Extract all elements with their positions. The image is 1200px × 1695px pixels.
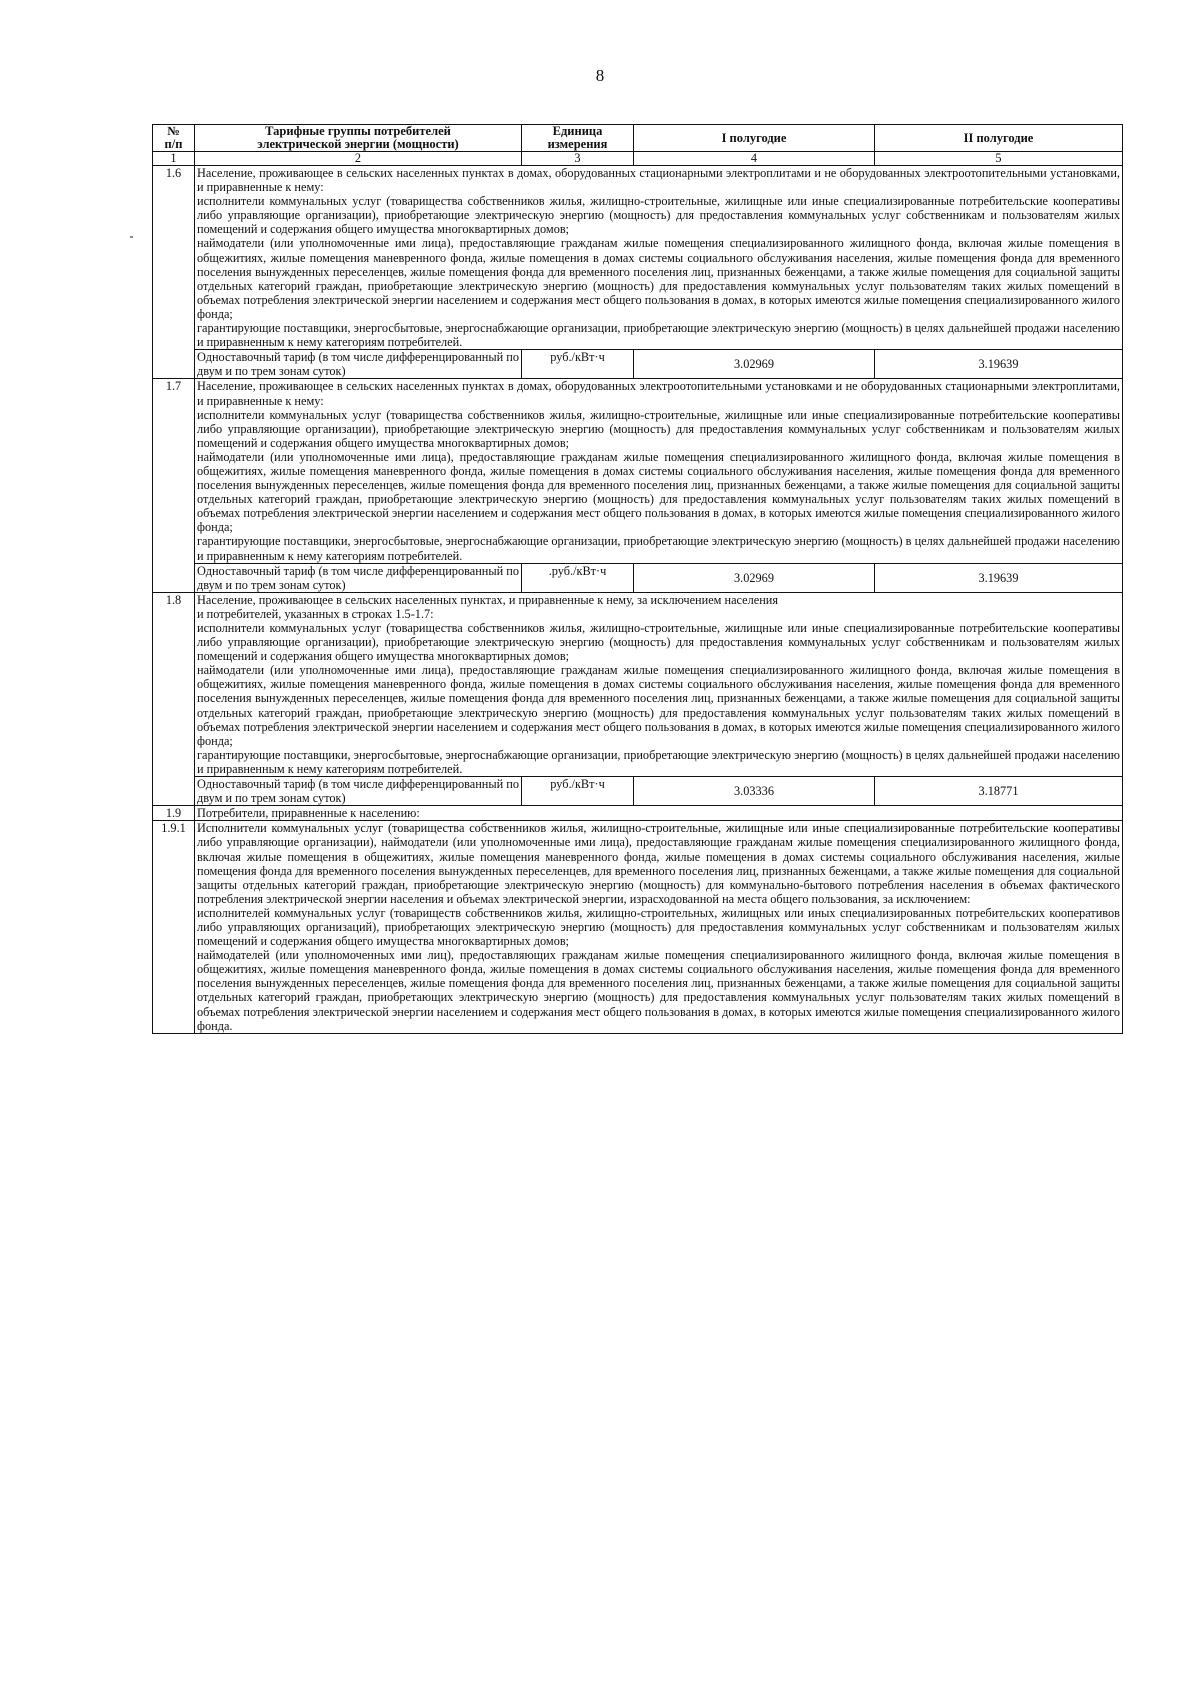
header-unit: Единица измерения bbox=[522, 125, 634, 152]
tariff-row bbox=[153, 563, 1123, 592]
description-paragraph: и потребителей, указанных в строках 1.5-1.7: bbox=[197, 606, 434, 621]
section-description: Потребители, приравненные к населению: bbox=[195, 806, 1123, 821]
description-paragraph: Исполнители коммунальных услуг (товарищества собственников жилья, жилищно-строительные, жилищные или иные специализированные потребительские кооперативы либо управляющие организации), наймодатели (или уполномоченные ими лица), предоставляющие гражданам жилые помещения специализированного жилищного фонда, включая жилые помещения в общежитиях, жилые помещения маневренного фонда, жилые помещения в домах системы социального обслуживания населения, жилые помещения фонда для временного поселения вынужденных переселенцев, для временного поселения лиц, признанных беженцами, а также жилые помещения для социальной защиты отдельных категорий граждан, приобретающие электрическую энергию (мощность) для коммунально-бытового потребления населения в объемах фактического потребления электрической энергии населения и объемах электрической энергии, израсходованной на места общего пользования, за исключением: bbox=[197, 821, 1120, 906]
header-group: Тарифные группы потребителей электрической энергии (мощности) bbox=[195, 125, 522, 152]
column-number-row bbox=[153, 152, 1123, 166]
section-description bbox=[195, 379, 1123, 563]
section-row bbox=[153, 821, 1123, 1033]
description-paragraph: наймодатели (или уполномоченные ими лица), предоставляющие гражданам жилые помещения специализированного жилищного фонда, включая жилые помещения в общежитиях, жилые помещения маневренного фонда, жилые помещения в домах системы социального обслуживания населения, жилые помещения фонда для временного поселения вынужденных переселенцев, жилые помещения фонда для временного поселения лиц, признанных беженцами, а также жилые помещения для социальной защиты отдельных категорий граждан, приобретающие электрическую энергию (мощность) для предоставления коммунальных услуг пользователям таких жилых помещений в объемах потребления электрической энергии населением и содержания мест общего пользования в домах, в которых имеются жилые помещения специализированного жилого фонда; bbox=[197, 236, 1120, 321]
tariff-table bbox=[152, 124, 1123, 1034]
tariff-value-h2: 3.19639 bbox=[875, 350, 1123, 379]
tariff-name: Одноставочный тариф (в том числе дифференцированный по двум и по трем зонам суток) bbox=[195, 350, 522, 379]
tariff-name: Одноставочный тариф (в том числе дифференцированный по двум и по трем зонам суток) bbox=[195, 777, 522, 806]
description-paragraph: Население, проживающее в сельских населенных пунктах, и приравненные к нему, за исключением населения bbox=[197, 592, 779, 607]
section-row bbox=[153, 379, 1123, 563]
tariff-unit: руб./кВт·ч bbox=[522, 777, 634, 806]
header-row bbox=[153, 125, 1123, 152]
scan-mark bbox=[130, 236, 133, 238]
section-description bbox=[195, 166, 1123, 350]
row-number: 1.8 bbox=[153, 592, 195, 805]
section-description bbox=[195, 821, 1123, 1033]
description-paragraph: гарантирующие поставщики, энергосбытовые, энергоснабжающие организации, приобретающие электрическую энергию (мощность) в целях дальнейшей продажи населению и приравненным к нему категориям потребителей. bbox=[197, 321, 1120, 350]
section-row bbox=[153, 592, 1123, 776]
tariff-value-h1: 3.02969 bbox=[634, 563, 875, 592]
description-paragraph: наймодателей (или уполномоченных ими лиц), предоставляющих гражданам жилые помещения специализированного жилищного фонда, включая жилые помещения в общежитиях, жилые помещения маневренного фонда, жилые помещения в домах системы социального обслуживания населения, жилые помещения фонда для временного поселения вынужденных переселенцев, жилые помещения фонда для временного поселения лиц, признанных беженцами, а также жилые помещения для социальной защиты отдельных категорий граждан, приобретающих электрическую энергию (мощность) для предоставления коммунальных услуг пользователям таких жилых помещений в объемах потребления электрической энергии населением и содержания мест общего пользования в домах, в которых имеются жилые помещения специализированного жилого фонда. bbox=[197, 948, 1120, 1033]
row-number: 1.9.1 bbox=[153, 821, 195, 1033]
header-half2: II полугодие bbox=[875, 125, 1123, 152]
column-number: 3 bbox=[522, 152, 634, 166]
tariff-unit: .руб./кВт·ч bbox=[522, 563, 634, 592]
description-paragraph: исполнители коммунальных услуг (товарищества собственников жилья, жилищно-строительные, жилищные или иные специализированные потребительские кооперативы либо управляющие организации), приобретающие электрическую энергию (мощность) для предоставления коммунальных услуг собственникам и пользователям жилых помещений и содержания общего имущества многоквартирных домов; bbox=[197, 407, 1120, 450]
header-half1: I полугодие bbox=[634, 125, 875, 152]
description-paragraph: исполнители коммунальных услуг (товарищества собственников жилья, жилищно-строительные, жилищные или иные специализированные потребительские кооперативы либо управляющие организации), приобретающие электрическую энергию (мощность) для предоставления коммунальных услуг собственникам и пользователям жилых помещений и содержания общего имущества многоквартирных домов; bbox=[197, 194, 1120, 237]
description-paragraph: Население, проживающее в сельских населенных пунктах в домах, оборудованных стационарными электроплитами и не оборудованных электроотопительными установками, и приравненные к нему: bbox=[197, 166, 1120, 195]
section-row bbox=[153, 806, 1123, 821]
tariff-row bbox=[153, 777, 1123, 806]
section-description bbox=[195, 592, 1123, 776]
column-number: 5 bbox=[875, 152, 1123, 166]
description-paragraph: гарантирующие поставщики, энергосбытовые, энергоснабжающие организации, приобретающие электрическую энергию (мощность) в целях дальнейшей продажи населению и приравненным к нему категориям потребителей. bbox=[197, 747, 1120, 776]
header-no: № п/п bbox=[153, 125, 195, 152]
section-row bbox=[153, 166, 1123, 350]
column-number: 4 bbox=[634, 152, 875, 166]
description-paragraph: наймодатели (или уполномоченные ими лица), предоставляющие гражданам жилые помещения специализированного жилищного фонда, включая жилые помещения в общежитиях, жилые помещения маневренного фонда, жилые помещения в домах системы социального обслуживания населения, жилые помещения фонда для временного поселения вынужденных переселенцев, жилые помещения фонда для временного поселения лиц, признанных беженцами, а также жилые помещения для социальной защиты отдельных категорий граждан, приобретающие электрическую энергию (мощность) для предоставления коммунальных услуг пользователям таких жилых помещений в объемах потребления электрической энергии населением и содержания мест общего пользования в домах, в которых имеются жилые помещения специализированного жилого фонда; bbox=[197, 663, 1120, 748]
description-paragraph: гарантирующие поставщики, энергосбытовые, энергоснабжающие организации, приобретающие электрическую энергию (мощность) в целях дальнейшей продажи населению и приравненным к нему категориям потребителей. bbox=[197, 534, 1120, 563]
tariff-unit: руб./кВт·ч bbox=[522, 350, 634, 379]
row-number: 1.6 bbox=[153, 166, 195, 379]
tariff-value-h2: 3.18771 bbox=[875, 777, 1123, 806]
column-number: 2 bbox=[195, 152, 522, 166]
row-number: 1.7 bbox=[153, 379, 195, 592]
page-number: 8 bbox=[595, 66, 605, 85]
description-paragraph: Население, проживающее в сельских населенных пунктах в домах, оборудованных электроотопительными установками и не оборудованных стационарными электроплитами, и приравненные к нему: bbox=[197, 379, 1120, 408]
description-paragraph: наймодатели (или уполномоченные ими лица), предоставляющие гражданам жилые помещения специализированного жилищного фонда, включая жилые помещения в общежитиях, жилые помещения маневренного фонда, жилые помещения в домах системы социального обслуживания населения, жилые помещения фонда для временного поселения вынужденных переселенцев, жилые помещения фонда для временного поселения лиц, признанных беженцами, а также жилые помещения для социальной защиты отдельных категорий граждан, приобретающие электрическую энергию (мощность) для предоставления коммунальных услуг пользователям таких жилых помещений в объемах потребления электрической энергии населением и содержания мест общего пользования в домах, в которых имеются жилые помещения специализированного жилого фонда; bbox=[197, 449, 1120, 535]
description-paragraph: исполнителей коммунальных услуг (товариществ собственников жилья, жилищно-строительных, жилищных или иных специализированных потребительских кооперативов либо управляющих организаций), приобретающих электрическую энергию (мощность) для предоставления коммунальных услуг собственникам и пользователям жилых помещений и содержания общего имущества многоквартирных домов; bbox=[197, 905, 1120, 949]
tariff-name: Одноставочный тариф (в том числе дифференцированный по двум и по трем зонам суток) bbox=[195, 563, 522, 592]
tariff-value-h2: 3.19639 bbox=[875, 563, 1123, 592]
tariff-value-h1: 3.03336 bbox=[634, 777, 875, 806]
description-paragraph: исполнители коммунальных услуг (товарищества собственников жилья, жилищно-строительные, жилищные или иные специализированные потребительские кооперативы либо управляющие организации), приобретающие электрическую энергию (мощность) для предоставления коммунальных услуг собственникам и пользователям жилых помещений и содержания общего имущества многоквартирных домов; bbox=[197, 621, 1120, 664]
column-number: 1 bbox=[153, 152, 195, 166]
tariff-row bbox=[153, 350, 1123, 379]
row-number: 1.9 bbox=[153, 806, 195, 821]
tariff-value-h1: 3.02969 bbox=[634, 350, 875, 379]
